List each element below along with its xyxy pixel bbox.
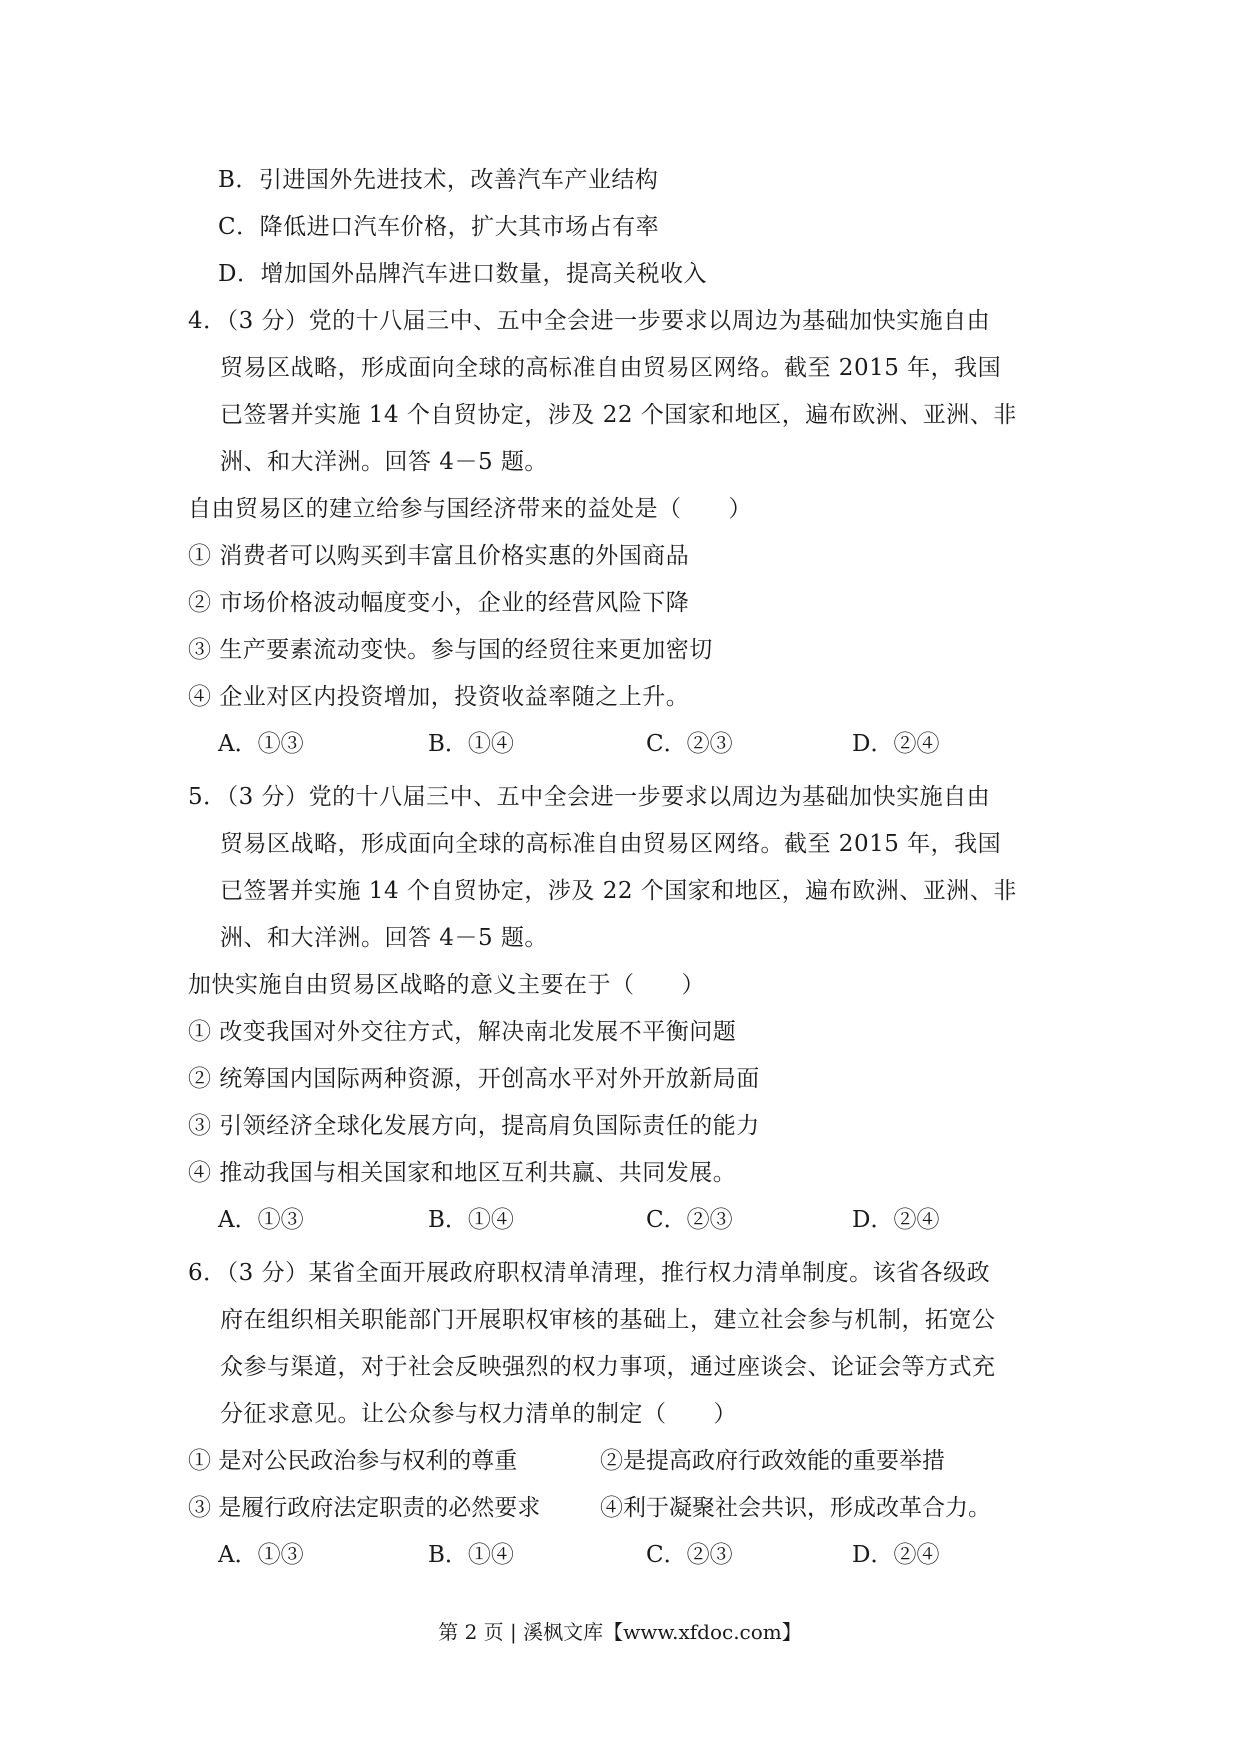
q6-statement-1: ① 是对公民政治参与权利的尊重 [188, 1448, 518, 1474]
q5-statement-4: ④ 推动我国与相关国家和地区互利共赢、共同发展。 [188, 1160, 737, 1186]
q5-stem-line-3: 已签署并实施 14 个自贸协定，涉及 22 个国家和地区，遍布欧洲、亚洲、非 [220, 878, 1017, 904]
q5-choice-b[interactable]: B．①④ [428, 1207, 514, 1233]
q6-statement-row-1 [0, 1446, 1240, 1476]
q4-statement-2: ② 市场价格波动幅度变小，企业的经营风险下降 [188, 590, 690, 616]
q3-option-d: D．增加国外品牌汽车进口数量，提高关税收入 [218, 261, 707, 287]
q5-stem-line-1: 5．（3 分）党的十八届三中、五中全会进一步要求以周边为基础加快实施自由 [188, 784, 991, 810]
q3-option-b: B．引进国外先进技术，改善汽车产业结构 [218, 167, 659, 193]
q4-choices [0, 729, 1240, 759]
q6-stem-line-1: 6．（3 分）某省全面开展政府职权清单清理，推行权力清单制度。该省各级政 [188, 1260, 991, 1286]
q6-statement-4: ④利于凝聚社会共识，形成改革合力。 [600, 1495, 991, 1521]
q5-statement-1: ① 改变我国对外交往方式，解决南北发展不平衡问题 [188, 1019, 737, 1045]
q6-statement-2: ②是提高政府行政效能的重要举措 [600, 1448, 945, 1474]
q4-stem-line-1: 4．（3 分）党的十八届三中、五中全会进一步要求以周边为基础加快实施自由 [188, 308, 991, 334]
q5-choices [0, 1205, 1240, 1235]
q4-stem-line-2: 贸易区战略，形成面向全球的高标准自由贸易区网络。截至 2015 年，我国 [220, 355, 1002, 381]
q4-choice-a[interactable]: A．①③ [218, 731, 304, 757]
q6-choices [0, 1540, 1240, 1570]
q4-statement-3: ③ 生产要素流动变快。参与国的经贸往来更加密切 [188, 637, 713, 663]
q4-question: 自由贸易区的建立给参与国经济带来的益处是（ ） [188, 496, 752, 522]
q6-choice-b[interactable]: B．①④ [428, 1542, 514, 1568]
q6-statement-row-2 [0, 1493, 1240, 1523]
q6-choice-c[interactable]: C．②③ [646, 1542, 733, 1568]
q4-stem-line-3: 已签署并实施 14 个自贸协定，涉及 22 个国家和地区，遍布欧洲、亚洲、非 [220, 402, 1017, 428]
q6-choice-a[interactable]: A．①③ [218, 1542, 304, 1568]
q5-stem-line-4: 洲、和大洋洲。回答 4－5 题。 [220, 925, 548, 951]
q6-choice-d[interactable]: D．②④ [852, 1542, 940, 1568]
q6-stem-line-3: 众参与渠道，对于社会反映强烈的权力事项，通过座谈会、论证会等方式充 [220, 1354, 996, 1380]
q4-statement-1: ① 消费者可以购买到丰富且价格实惠的外国商品 [188, 543, 690, 569]
q5-choice-d[interactable]: D．②④ [852, 1207, 940, 1233]
q5-choice-c[interactable]: C．②③ [646, 1207, 733, 1233]
q4-stem-line-4: 洲、和大洋洲。回答 4－5 题。 [220, 449, 548, 475]
q6-statement-3: ③ 是履行政府法定职责的必然要求 [188, 1495, 541, 1521]
q6-stem-line-2: 府在组织相关职能部门开展职权审核的基础上，建立社会参与机制，拓宽公 [220, 1307, 996, 1333]
q5-stem-line-2: 贸易区战略，形成面向全球的高标准自由贸易区网络。截至 2015 年，我国 [220, 831, 1002, 857]
q4-choice-c[interactable]: C．②③ [646, 731, 733, 757]
q6-stem-line-4: 分征求意见。让公众参与权力清单的制定（ ） [220, 1401, 737, 1427]
q5-choice-a[interactable]: A．①③ [218, 1207, 304, 1233]
q4-statement-4: ④ 企业对区内投资增加，投资收益率随之上升。 [188, 684, 690, 710]
q5-statement-3: ③ 引领经济全球化发展方向，提高肩负国际责任的能力 [188, 1113, 760, 1139]
page-footer: 第 2 页 | 溪枫文库【www.xfdoc.com】 [438, 1620, 802, 1644]
q4-choice-b[interactable]: B．①④ [428, 731, 514, 757]
q4-choice-d[interactable]: D．②④ [852, 731, 940, 757]
q3-option-c: C．降低进口汽车价格，扩大其市场占有率 [218, 214, 660, 240]
q5-question: 加快实施自由贸易区战略的意义主要在于（ ） [188, 972, 705, 998]
q5-statement-2: ② 统筹国内国际两种资源，开创高水平对外开放新局面 [188, 1066, 760, 1092]
